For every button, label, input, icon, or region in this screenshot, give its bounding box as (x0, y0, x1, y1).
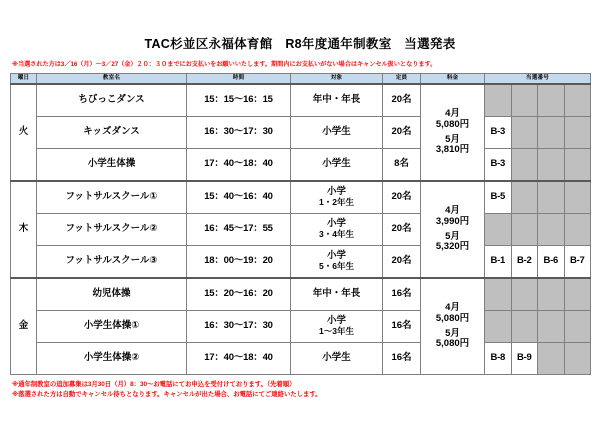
fee-month2-value: 5,080円 (435, 338, 470, 350)
table-row (11, 311, 591, 343)
column-header-target: 対象 (291, 74, 383, 85)
table-row (11, 149, 591, 182)
fee-month1-label: 4月 (445, 107, 460, 119)
winning-number-cell-empty (538, 311, 565, 343)
table-row (11, 246, 591, 279)
table-header-row (11, 74, 591, 85)
winning-number-cell: B-9 (511, 343, 538, 375)
column-header-capacity: 定員 (383, 74, 421, 85)
day-cell: 火 (11, 84, 37, 181)
winning-number-cell-empty (511, 84, 538, 117)
target-main: 小学 (326, 186, 346, 198)
target-sub: 1・2年生 (319, 197, 354, 208)
winning-number-cell: B-3 (485, 117, 512, 149)
target-main: 小学生 (322, 352, 351, 364)
fee-cell (421, 278, 485, 375)
winning-number-cell-empty (564, 149, 591, 182)
winning-number-cell: B-5 (485, 181, 512, 214)
winning-number-cell: B-8 (485, 343, 512, 375)
class-name-cell: 小学生体操① (37, 311, 187, 343)
capacity-cell: 20名 (383, 84, 421, 117)
class-name-cell: 小学生体操 (37, 149, 187, 182)
winning-number-cell: B-1 (485, 246, 512, 279)
winning-number-cell-empty (485, 84, 512, 117)
capacity-cell: 20名 (383, 181, 421, 214)
class-name-cell: 小学生体操② (37, 343, 187, 375)
fee-month1-value: 3,990円 (435, 215, 470, 227)
target-cell (291, 214, 383, 246)
target-main: 小学生 (322, 158, 351, 170)
time-cell: 18：00～19：20 (187, 246, 291, 279)
winning-number-cell-empty (564, 84, 591, 117)
winning-number-cell-empty (564, 343, 591, 375)
winning-number-cell-empty (538, 278, 565, 311)
footer-notices (10, 375, 590, 400)
capacity-cell: 20名 (383, 246, 421, 279)
time-cell: 15：20～16：20 (187, 278, 291, 311)
fee-month1-label: 4月 (445, 204, 460, 216)
winning-number-cell-empty (538, 181, 565, 214)
capacity-cell: 16名 (383, 343, 421, 375)
class-name-cell: ちびっこダンス (37, 84, 187, 117)
table-row (11, 214, 591, 246)
additional-recruitment-notice: ※通年制教室の追加募集は3月30日（月）8：30～お電話にてお申込を受付けております。（先着順） (12, 381, 296, 388)
winning-number-cell: B-7 (564, 246, 591, 279)
table-body (11, 84, 591, 375)
winning-number-cell-empty (564, 181, 591, 214)
fee-month2-label: 5月 (445, 133, 460, 145)
winning-number-cell-empty (538, 117, 565, 149)
winning-number-cell-empty (485, 311, 512, 343)
column-header-time: 時間 (187, 74, 291, 85)
class-name-cell: フットサルスクール① (37, 181, 187, 214)
target-cell (291, 311, 383, 343)
day-cell: 金 (11, 278, 37, 375)
target-main: 小学 (326, 218, 346, 230)
capacity-cell: 8名 (383, 149, 421, 182)
fee-month1-value: 5,080円 (435, 312, 470, 324)
class-name-cell: フットサルスクール③ (37, 246, 187, 279)
target-main: 小学生 (322, 126, 351, 138)
target-cell (291, 278, 383, 311)
target-main: 小学 (326, 250, 346, 262)
table-row (11, 278, 591, 311)
winning-number-cell-empty (485, 214, 512, 246)
capacity-cell: 16名 (383, 278, 421, 311)
capacity-cell: 16名 (383, 311, 421, 343)
fee-month1-label: 4月 (445, 301, 460, 313)
winning-number-cell-empty (511, 117, 538, 149)
target-cell (291, 343, 383, 375)
time-cell: 15：40～16：40 (187, 181, 291, 214)
target-sub: 5・6年生 (319, 261, 354, 272)
target-cell (291, 181, 383, 214)
target-main: 年中・年長 (312, 288, 361, 300)
payment-notice: ※当選された方は3／16（月）～3／27（金）２０：３０までにお支払いをお願いいたします。期間内にお支払いがない場合はキャンセル扱いとなります。 (12, 61, 437, 68)
target-sub: 1～3年生 (319, 326, 354, 337)
target-main: 小学 (326, 315, 346, 327)
winning-number-cell: B-3 (485, 149, 512, 182)
waitlist-notice: ※落選された方は自動でキャンセル待ちとなります。キャンセルが出た場合、お電話にてご連絡いたします。 (12, 390, 322, 398)
target-cell (291, 149, 383, 182)
table-row (11, 84, 591, 117)
column-header-class-name: 教室名 (37, 74, 187, 85)
winning-number-cell-empty (485, 278, 512, 311)
winning-number-cell-empty (538, 214, 565, 246)
winning-number-cell-empty (538, 149, 565, 182)
fee-cell (421, 84, 485, 181)
class-name-cell: 幼児体操 (37, 278, 187, 311)
time-cell: 16：30～17：30 (187, 311, 291, 343)
time-cell: 15：15～16：15 (187, 84, 291, 117)
capacity-cell: 20名 (383, 214, 421, 246)
fee-month1-value: 5,080円 (435, 118, 470, 130)
table-row (11, 343, 591, 375)
page-title: TAC杉並区永福体育館 R8年度通年制教室 当選発表 (144, 37, 456, 51)
fee-month2-value: 3,810円 (435, 144, 470, 156)
class-name-cell: キッズダンス (37, 117, 187, 149)
target-sub: 3・4年生 (319, 229, 354, 240)
table-row (11, 181, 591, 214)
winning-number-cell-empty (564, 311, 591, 343)
table-row (11, 117, 591, 149)
fee-month2-value: 5,320円 (435, 241, 470, 253)
column-header-day: 曜日 (11, 74, 37, 85)
winning-number-cell-empty (511, 311, 538, 343)
fee-month2-label: 5月 (445, 230, 460, 242)
winning-number-cell-empty (511, 149, 538, 182)
time-cell: 17：40～18：40 (187, 149, 291, 182)
winning-number-cell-empty (511, 181, 538, 214)
target-cell (291, 117, 383, 149)
target-cell (291, 246, 383, 279)
schedule-table (10, 73, 591, 375)
target-main: 年中・年長 (312, 94, 361, 106)
column-header-winning-numbers: 当選番号 (485, 74, 591, 85)
fee-cell (421, 181, 485, 278)
winning-number-cell-empty (564, 278, 591, 311)
column-header-fee: 料金 (421, 74, 485, 85)
winning-number-cell-empty (511, 214, 538, 246)
winning-number-cell: B-6 (538, 246, 565, 279)
winning-number-cell: B-2 (511, 246, 538, 279)
winning-number-cell-empty (564, 214, 591, 246)
winning-number-cell-empty (511, 278, 538, 311)
capacity-cell: 20名 (383, 117, 421, 149)
time-cell: 17：40～18：40 (187, 343, 291, 375)
day-cell: 木 (11, 181, 37, 278)
winning-number-cell-empty (538, 343, 565, 375)
winning-number-cell-empty (538, 84, 565, 117)
time-cell: 16：30～17：30 (187, 117, 291, 149)
target-cell (291, 84, 383, 117)
fee-month2-label: 5月 (445, 327, 460, 339)
winning-number-cell-empty (564, 117, 591, 149)
class-name-cell: フットサルスクール② (37, 214, 187, 246)
time-cell: 16：45～17：55 (187, 214, 291, 246)
